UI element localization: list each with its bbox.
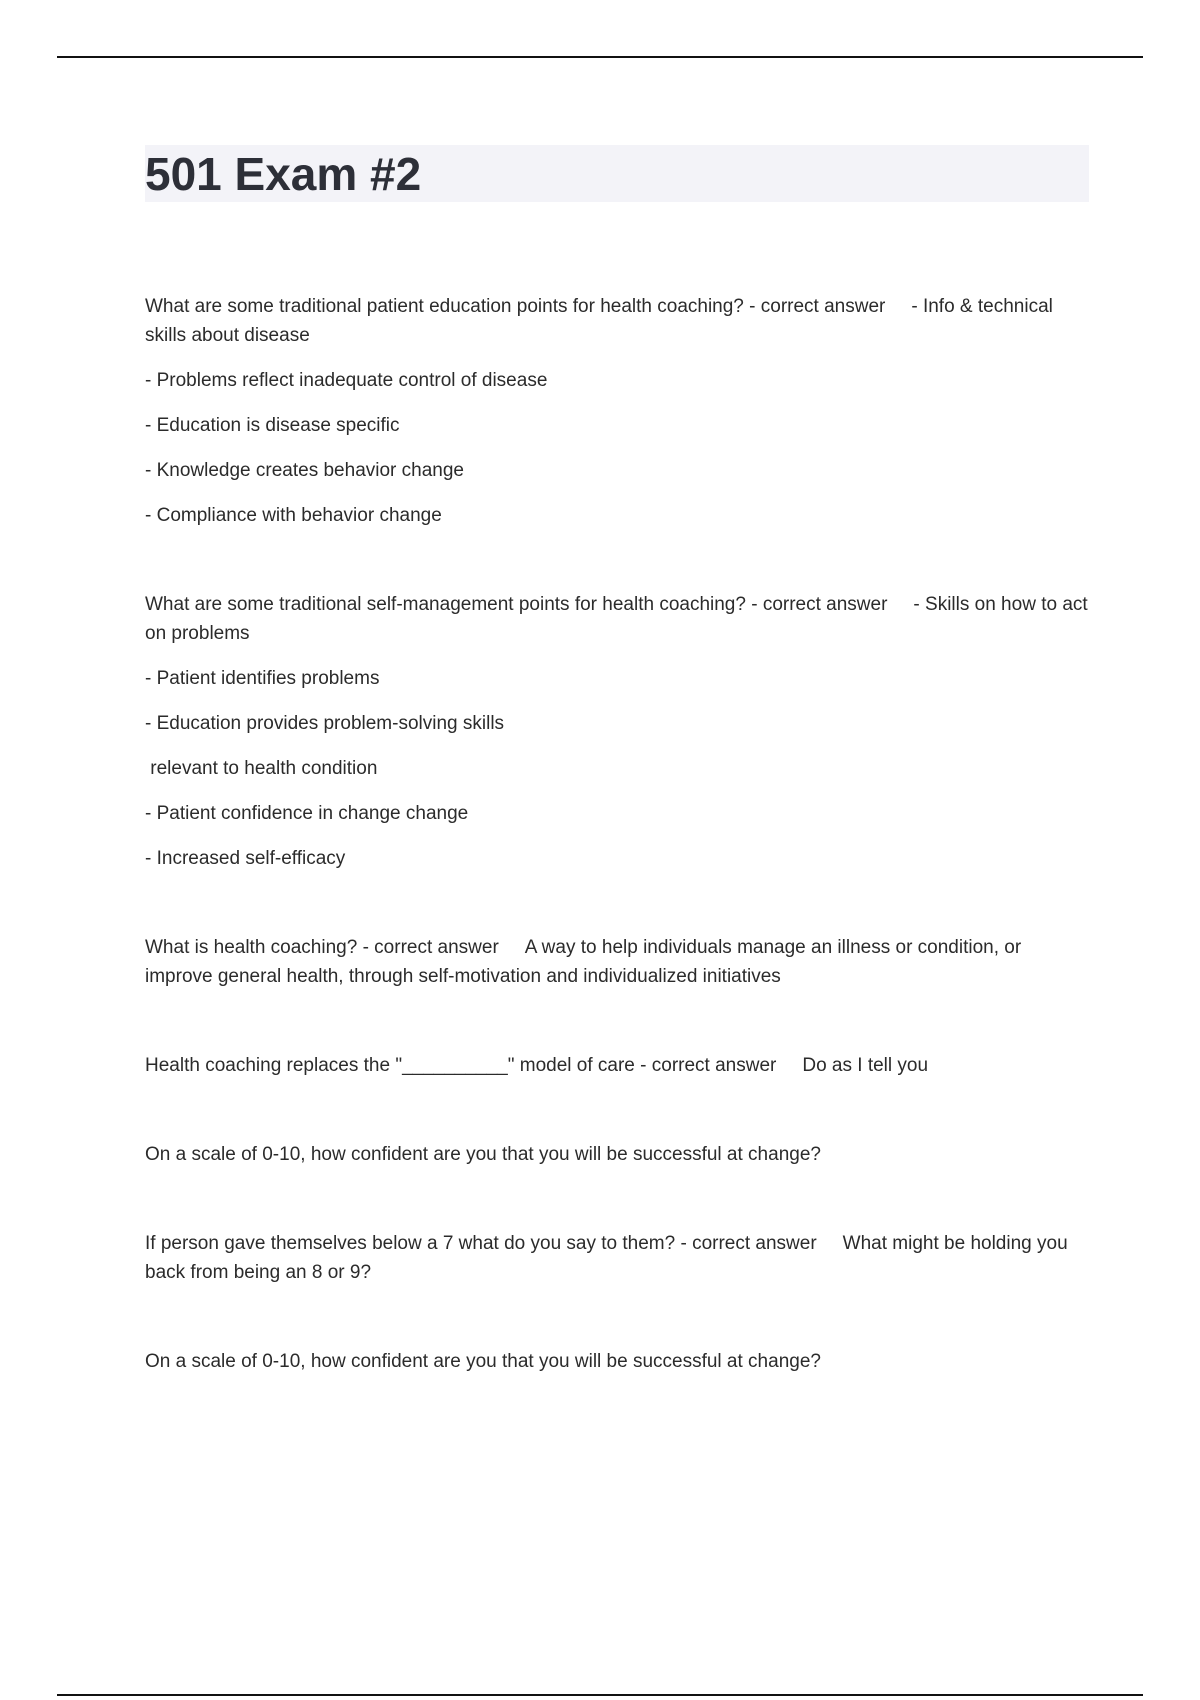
question-text: What are some traditional self-management points for health coaching? - correct answer — [145, 594, 888, 615]
qa-question-line — [145, 933, 1090, 991]
question-text: What are some traditional patient education points for health coaching? - correct answer — [145, 296, 886, 317]
document-body — [145, 292, 1093, 1422]
answer-line: - Increased self-efficacy — [145, 848, 346, 869]
answer-line: - Education provides problem-solving skills — [145, 713, 505, 734]
answer-text: What might be holding you back from being an 8 or 9? — [145, 1233, 1073, 1283]
answer-line: - Compliance with behavior change — [145, 505, 442, 526]
answer-line: - Knowledge creates behavior change — [145, 460, 464, 481]
qa-item-4 — [145, 1051, 1090, 1080]
answer-line: - Education is disease specific — [145, 415, 400, 436]
answer-text: A way to help individuals manage an illness or condition, or improve general health, through self-motivation and individualized initiatives — [145, 937, 1027, 987]
qa-item-6 — [145, 1229, 1090, 1287]
qa-question-line — [145, 1140, 1090, 1169]
answer-line: - Problems reflect inadequate control of disease — [145, 370, 548, 391]
answer-line: - Patient identifies problems — [145, 668, 380, 689]
qa-question-line — [145, 590, 1093, 648]
qa-question-line — [145, 292, 1090, 350]
question-text: On a scale of 0-10, how confident are you that you will be successful at change? — [145, 1351, 821, 1372]
qa-item-1 — [145, 292, 1090, 530]
qa-item-3 — [145, 933, 1090, 991]
question-text: If person gave themselves below a 7 what do you say to them? - correct answer — [145, 1233, 817, 1254]
question-text: On a scale of 0-10, how confident are you that you will be successful at change? — [145, 1144, 821, 1165]
question-text: What is health coaching? - correct answer — [145, 937, 499, 958]
top-rule — [57, 56, 1143, 58]
qa-question-line — [145, 1347, 1090, 1376]
answer-text: Do as I tell you — [802, 1055, 929, 1076]
qa-item-7 — [145, 1347, 1090, 1376]
answer-line: relevant to health condition — [145, 758, 378, 779]
qa-item-5 — [145, 1140, 1090, 1169]
question-text: Health coaching replaces the "__________" model of care - correct answer — [145, 1055, 777, 1076]
qa-item-2 — [145, 590, 1093, 873]
answer-text: - Skills on how to act on problems — [145, 594, 1093, 644]
qa-question-line — [145, 1229, 1090, 1287]
answer-text: - Info & technical skills about disease — [145, 296, 1059, 346]
bottom-rule — [57, 1694, 1143, 1696]
qa-question-line — [145, 1051, 1090, 1080]
document-title: 501 Exam #2 — [145, 148, 422, 200]
answer-line: - Patient confidence in change change — [145, 803, 469, 824]
